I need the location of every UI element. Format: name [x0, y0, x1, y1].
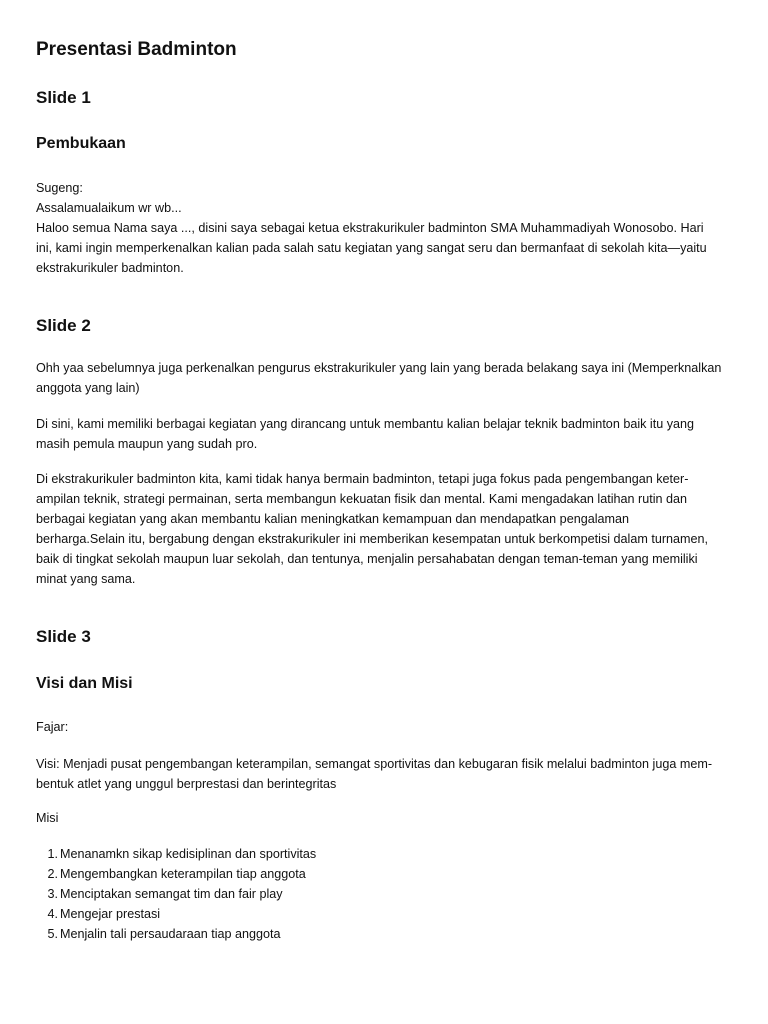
mission-item [36, 884, 316, 904]
slide-1-heading: Slide 1 [36, 88, 91, 107]
slide-3-heading: Slide 3 [36, 627, 91, 646]
speaker-label: Sugeng: [36, 181, 83, 195]
slide-3-speaker [36, 717, 736, 737]
paragraph-line: anggota yang lain) [36, 381, 140, 395]
intro-line: ini, kami ingin memperkenalkan kalian pada salah satu kegiatan yang sangat seru dan bermanfaat di sekolah kita—yaitu [36, 241, 707, 255]
mission-text: Menciptakan semangat tim dan fair play [60, 887, 283, 901]
intro-line: ekstrakurikuler badminton. [36, 261, 184, 275]
mission-number: 2. [47, 867, 58, 881]
slide-2-paragraph-3 [36, 469, 736, 589]
mission-list [36, 844, 316, 944]
intro-line: Haloo semua Nama saya ..., disini saya sebagai ketua ekstrakurikuler badminton SMA Muhammadiyah Wonosobo. Hari [36, 221, 704, 235]
mission-number: 5. [47, 927, 58, 941]
slide-2-paragraph-2 [36, 414, 736, 454]
vision-paragraph [36, 754, 736, 794]
paragraph-line: ampilan teknik, strategi permainan, serta membangun kekuatan fisik dan mental. Kami mengadakan latihan rutin dan [36, 492, 688, 506]
mission-text: Mengejar prestasi [60, 907, 161, 921]
mission-text: Menjalin tali persaudaraan tiap anggota [60, 927, 281, 941]
slide-3-subheading: Visi dan Misi [36, 675, 133, 692]
mission-text: Mengembangkan keterampilan tiap anggota [60, 867, 306, 881]
paragraph-line: Di ekstrakurikuler badminton kita, kami tidak hanya bermain badminton, tetapi juga fokus pada pengembangan keter- [36, 472, 689, 486]
document-title: Presentasi Badminton [36, 39, 237, 60]
mission-number: 3. [47, 887, 58, 901]
mission-item [36, 924, 316, 944]
slide-1-opening [36, 178, 736, 278]
slide-2-paragraph-1 [36, 358, 736, 398]
speaker-label: Fajar: [36, 720, 69, 734]
paragraph-line: berbagai kegiatan yang akan membantu kalian meningkatkan kemampuan dan mendapatkan pengalaman [36, 512, 630, 526]
paragraph-line: berharga.Selain itu, bergabung dengan ekstrakurikuler ini memberikan kesempatan untuk berkompetisi dalam turnamen, [36, 532, 709, 546]
paragraph-line: Ohh yaa sebelumnya juga perkenalkan pengurus ekstrakurikuler yang lain yang berada belakang saya ini (Memperknalkan [36, 361, 722, 375]
mission-item [36, 904, 316, 924]
slide-1-subheading: Pembukaan [36, 135, 126, 152]
vision-line: Visi: Menjadi pusat pengembangan keterampilan, semangat sportivitas dan kebugaran fisik melalui badminton juga mem- [36, 757, 713, 771]
greeting-line: Assalamualaikum wr wb... [36, 201, 182, 215]
paragraph-line: Di sini, kami memiliki berbagai kegiatan yang dirancang untuk membantu kalian belajar teknik badminton baik itu yang [36, 417, 695, 431]
slide-2-heading: Slide 2 [36, 316, 91, 335]
mission-label [36, 808, 736, 828]
paragraph-line: masih pemula maupun yang sudah pro. [36, 437, 258, 451]
paragraph-line: baik di tingkat sekolah maupun luar sekolah, dan tentunya, menjalin persahabatan dengan teman-teman yang memiliki [36, 552, 698, 566]
vision-line: bentuk atlet yang unggul berprestasi dan berintegritas [36, 777, 337, 791]
mission-text: Menanamkn sikap kedisiplinan dan sportivitas [60, 847, 317, 861]
mission-label-text: Misi [36, 811, 59, 825]
mission-number: 1. [47, 847, 58, 861]
mission-item [36, 844, 316, 864]
mission-number: 4. [47, 907, 58, 921]
paragraph-line: minat yang sama. [36, 572, 136, 586]
mission-item [36, 864, 316, 884]
